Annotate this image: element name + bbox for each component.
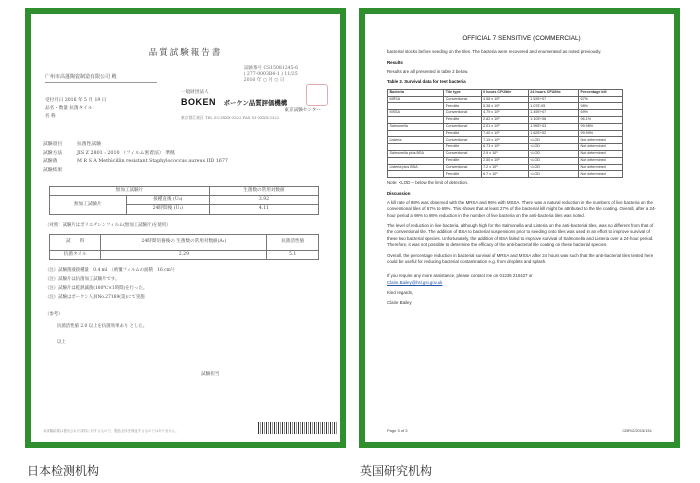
table-cell: 1.62E+02 (528, 130, 578, 137)
table-cell: 2.01 x 10⁵ (481, 123, 528, 130)
table-cell: <LOD (528, 157, 578, 164)
control-table (49, 186, 319, 215)
table-row (388, 110, 623, 117)
table-row (388, 157, 623, 164)
table-cell: MSSA (388, 110, 444, 117)
table-cell: 7.19 x 10⁵ (481, 137, 528, 144)
table-header: 24時間培養後の 生菌数の常用対数値(A₁) (101, 235, 267, 251)
table-header: 生菌数の常用対数値 (209, 187, 318, 196)
table-cell (388, 171, 444, 178)
table-cell: Ferrolite (444, 144, 481, 151)
item-key: 試験結果 (43, 167, 63, 173)
remarks-key: （参考） (45, 312, 63, 317)
caption-japan: 日本检测机构 (27, 464, 100, 478)
table-cell: Not determined (579, 157, 623, 164)
japan-report-refs (244, 66, 298, 85)
result-note: （注）試験片は抗菌加工試験片です。 (45, 277, 120, 282)
ref-line: 2016 年 ○ 月 ○ 日 (243, 78, 285, 84)
contact-line (387, 273, 656, 286)
discussion-paragraph: The level of reduction in live bacteria, although high for the Salmonella and Listeria on the anti-bacterial tiles, was no different from that of the conventional tile. The addition of BSA to bacterial suspensions prior to seeding onto tiles was used in an effort to improve survival of these two bacterial species. Unfortunately, the addition of BSA failed to improve survival of Salmonella and Listeria over a 24-hour period. Therefore, it was not possible to determine the efficacy of the anti-bacterial tile coating on these bacterial species. (387, 223, 654, 248)
table-cell: 99.99% (579, 130, 623, 137)
table-row (388, 123, 623, 130)
table-cell: Ferrolite (444, 130, 481, 137)
table-cell: 2.29 (101, 251, 267, 260)
client-name: 广州市高蓬陶瓷制造有限公司 殿 (45, 74, 157, 83)
survival-table-body (388, 96, 623, 178)
table-cell: 接種直後 (U₀) (126, 196, 209, 205)
test-items (43, 142, 333, 177)
table-cell: 5.1 (267, 251, 319, 260)
table-cell: Not determined (579, 164, 623, 171)
table-cell: 6.73 x 10⁵ (481, 144, 528, 151)
table-row (388, 116, 623, 123)
uk-report-title: OFFICIAL 7 SENSITIVE (COMMERCIAL) (462, 35, 581, 42)
seal-stamp (306, 84, 328, 106)
table-row-label: 抗菌タイル (50, 251, 101, 260)
japan-report-footer (43, 422, 338, 434)
item-key: 試験方法 (43, 150, 63, 156)
disclaimer: 本試験結果は提出された試料に対するもので、製品全体を保証するものではありません。 (43, 429, 179, 434)
org-center: 東京試験センター (284, 108, 321, 114)
table-cell: Not determined (579, 137, 623, 144)
table-cell: 96.1% (579, 116, 623, 123)
table-cell: Ferrolite (444, 157, 481, 164)
table-header: 試 料 (50, 235, 101, 251)
column-header: Percentage kill (579, 89, 623, 96)
end-mark: 以上 (57, 340, 66, 345)
result-note: （注）試験はボーケン人員No.27169(第)にて実施 (45, 295, 145, 300)
table-cell: 4.79 x 10⁵ (481, 110, 528, 117)
japan-report-frame (25, 8, 346, 448)
table-row (388, 96, 623, 103)
item-key: 試験項目 (43, 142, 63, 147)
table-row (388, 137, 623, 144)
column-header: 24 hours CFU/tile (528, 89, 578, 96)
table-cell: 7.40 x 10⁵ (481, 130, 528, 137)
item-value: JIS Z 2801 : 2010 （フィルム密着法） 準拠 (77, 150, 175, 156)
table-cell: <LOD (528, 150, 578, 157)
contact-email-link[interactable]: Claire.Bailey@hsl.gsi.gov.uk (387, 279, 443, 285)
control-note: （対照：試験片はポリエチレンフィルム(無加工試験片)を使用） (45, 223, 171, 228)
table-row (388, 150, 623, 157)
table-row-label: 無加工試験片 (50, 196, 127, 214)
boken-logo: BOKEN (181, 97, 217, 108)
table-cell: 1.49E+07 (528, 110, 578, 117)
uk-report-footer (387, 428, 652, 434)
table-cell: Not determined (579, 171, 623, 178)
result-note: （注）試験片は乾熱滅菌(180℃×1時間)を行った。 (45, 286, 148, 291)
receipt-info (45, 98, 106, 123)
table-cell: Conventional (444, 150, 481, 157)
table-cell: Conventional (444, 96, 481, 103)
table-cell (388, 116, 444, 123)
discussion-paragraph: A kill rate of 98% was observed with the MRSA and 96% with MSSA. There was a natural reduction in the numbers of live bacteria on the conventional tiles of 67% to 69%. This shows that at least 27% of the bacterial kill might be attributed to the tile coating. Overall, after a 24-hour period a 98% to 98% reduction in the number of live bacteria on the anti-bacteria tiles was noted. (387, 199, 656, 218)
results-paragraph: Results are all presented in table 2 below. (387, 69, 469, 75)
table-row (388, 144, 623, 151)
uk-report-frame (359, 8, 680, 448)
ref-line: 試験番号 CS15081245-6 (243, 66, 298, 71)
org-name: ボーケン品質評価機構 (223, 99, 288, 108)
table-cell: 1.10E+06 (528, 116, 578, 123)
item-key: 試験菌 (43, 159, 58, 165)
result-table (49, 234, 319, 260)
tester-signature: 試験担当 (201, 372, 220, 377)
table-cell: Conventional (444, 123, 481, 130)
receipt-line: 受付月日 2016 年 5 月 19 日 (45, 98, 107, 103)
issuing-organization (181, 90, 321, 120)
receipt-line: 品名・数量 抗菌タイル (45, 106, 93, 112)
receipt-line: 名 称 (45, 114, 56, 120)
intro-paragraph: bacterial stocks before seeding on the tiles. The bacteria were recovered and enumerated as noted previously. (387, 49, 602, 55)
table-cell: 1.95E+03 (528, 123, 578, 130)
table-row (388, 171, 623, 178)
table-header: 抗菌活性値 (267, 235, 319, 251)
column-header: Tile type (444, 89, 481, 96)
table-cell: <LOD (528, 164, 578, 171)
table-cell: Salmonella plus BSA (388, 150, 444, 157)
table-cell: 2.9 x 10⁵ (481, 150, 528, 157)
table-cell: 69% (579, 110, 623, 117)
table-cell: 2.82 x 10⁵ (481, 116, 528, 123)
item-value: M R S A Methicillin resistant Staphylococcus aureus IID 1677 (77, 159, 228, 165)
table-cell: 5.38 x 10⁵ (481, 103, 528, 110)
table-cell (388, 103, 444, 110)
japan-report-document (31, 14, 340, 442)
table-cell: 7.2 x 10⁵ (481, 164, 528, 171)
table-cell: <LOD (528, 137, 578, 144)
table-cell: 2.55 x 10⁵ (481, 157, 528, 164)
table-cell: Ferrolite (444, 171, 481, 178)
result-note: （注）試験菌液接種量 0.4 ml （被覆フィルムの面積 16 cm²） (45, 268, 177, 273)
table-cell: Not determined (579, 150, 623, 157)
caption-uk: 英国研究机构 (360, 464, 433, 478)
table-cell: MRSA (388, 96, 444, 103)
table-cell: 99.98% (579, 123, 623, 130)
survival-table (387, 89, 623, 178)
client-block (45, 74, 157, 83)
table-cell: Not determined (579, 144, 623, 151)
table-cell: Listeria (388, 137, 444, 144)
table-heading: Table 2. Survival data for test bacteria (387, 79, 466, 85)
japan-report-title: 品質試験報告書 (148, 48, 223, 58)
table-cell: 1.53E+07 (528, 96, 578, 103)
uk-report-document (365, 14, 674, 442)
page-number: Page 3 of 3 (387, 428, 408, 434)
table-cell: 24時間後 (U₁) (126, 205, 209, 214)
table-row (388, 130, 623, 137)
table-cell (388, 157, 444, 164)
table-cell: <LOD (528, 171, 578, 178)
discussion-heading: Discussion (387, 190, 411, 196)
table-note: Note: <LOD – below the limit of detection. (387, 180, 469, 186)
column-header: 0 hours CFU/tile (481, 89, 528, 96)
table-row (388, 164, 623, 171)
table-cell: 4.56 x 10⁵ (481, 96, 528, 103)
report-ref: CBR/2/2015/151 (622, 428, 652, 434)
table-cell: 6.7 x 10⁵ (481, 171, 528, 178)
regards: Kind regards, (387, 290, 414, 296)
table-cell (388, 130, 444, 137)
table-cell: 67% (579, 96, 623, 103)
org-kind: 一般財団法人 (181, 90, 209, 95)
column-header: Bacteria (388, 89, 444, 96)
remarks-value: 抗菌活性値 2.0 以上を抗菌効果あり とした。 (57, 324, 148, 329)
contact-text: If you require any more assistance, please contact me on 01235 215427 or (387, 273, 533, 279)
table-cell: Conventional (444, 110, 481, 117)
table-cell: 1.07E-05 (528, 103, 578, 110)
item-value: 抗菌性試験 (77, 142, 101, 147)
discussion-paragraph: Overall, the percentage reduction in bacterial survival of MRSA and MSSA after 24 hours was such that the anti-bacterial tiles tested here could be useful for reducing bacterial contamination e.g. from droplets and splash. (387, 252, 654, 264)
table-cell (388, 144, 444, 151)
table-cell: 4.11 (209, 205, 318, 214)
table-row (388, 103, 623, 110)
table-cell: Salmonella (388, 123, 444, 130)
barcode (258, 422, 338, 434)
table-cell: Ferrolite (444, 116, 481, 123)
ref-line: ( 277-0003B4-1 ) 11/25 (243, 72, 298, 78)
table-cell: 98% (579, 103, 623, 110)
signature-name: Claire Bailey (387, 300, 412, 306)
table-cell: Listeria plus BSA (388, 164, 444, 171)
table-header: 無加工試験片 (50, 187, 210, 196)
org-address: 東京都江東区 TEL 03-3XXX-3322 FAX 03-3XXX-3322 (181, 114, 280, 120)
table-cell: Ferrolite (444, 103, 481, 110)
table-cell: Conventional (444, 164, 481, 171)
table-cell: Conventional (444, 137, 481, 144)
results-heading: Results (387, 59, 403, 65)
table-cell: 3.92 (209, 196, 318, 205)
table-cell: <LOD (528, 144, 578, 151)
